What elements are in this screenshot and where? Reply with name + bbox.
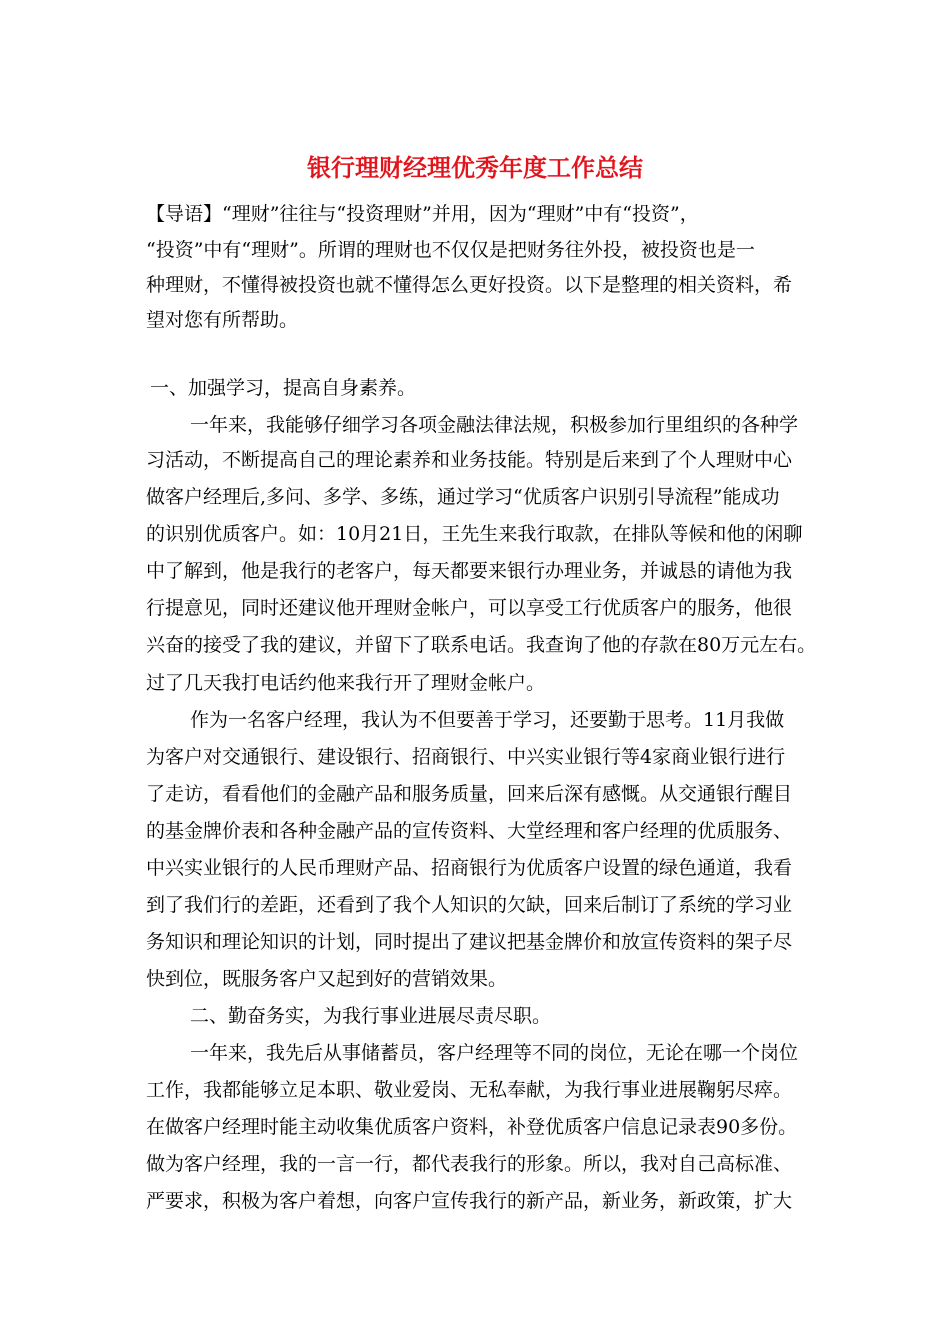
body-line: 在做客户经理时能主动收集优质客户资料，补登优质客户信息记录表90多份。 (146, 1116, 798, 1138)
body-line: 做客户经理后,多问、多学、多练，通过学习“优质客户识别引导流程”能成功 (146, 486, 780, 508)
section-heading-1: 一、加强学习，提高自身素养。 (150, 377, 417, 399)
body-line: 作为一名客户经理，我认为不但要善于学习，还要勤于思考。11月我做 (190, 709, 785, 731)
body-line: 严要求，积极为客户着想，向客户宣传我行的新产品，新业务，新政策，扩大 (146, 1190, 793, 1212)
body-line: 到了我们行的差距，还看到了我个人知识的欠缺，回来后制订了系统的学习业 (146, 894, 793, 916)
intro-line-1: 【导语】“理财”往往与“投资理财”并用，因为“理财”中有“投资”， (146, 203, 699, 225)
intro-line-4: 望对您有所帮助。 (146, 309, 299, 331)
body-line: 了走访，看看他们的金融产品和服务质量，回来后深有感慨。从交通银行醒目 (146, 783, 793, 805)
body-line: 的基金牌价表和各种金融产品的宣传资料、大堂经理和客户经理的优质服务、 (146, 820, 793, 842)
body-line: 中兴实业银行的人民币理财产品、招商银行为优质客户设置的绿色通道，我看 (146, 857, 793, 879)
body-line: 中了解到，他是我行的老客户，每天都要来银行办理业务，并诚恳的请他为我 (146, 560, 793, 582)
body-line: 为客户对交通银行、建设银行、招商银行、中兴实业银行等4家商业银行进行 (146, 746, 786, 768)
body-line: 工作，我都能够立足本职、敬业爱岗、无私奉献，为我行事业进展鞠躬尽瘁。 (146, 1079, 793, 1101)
body-line: 快到位，既服务客户又起到好的营销效果。 (146, 968, 508, 990)
intro-line-3: 种理财，不懂得被投资也就不懂得怎么更好投资。以下是整理的相关资料，希 (146, 274, 793, 296)
section-heading-2: 二、勤奋务实，为我行事业进展尽责尽职。 (190, 1005, 552, 1027)
body-line: 习活动，不断提高自己的理论素养和业务技能。特别是后来到了个人理财中心 (146, 449, 793, 471)
body-line: 做为客户经理，我的一言一行，都代表我行的形象。所以，我对自己高标准、 (146, 1153, 793, 1175)
body-line: 行提意见，同时还建议他开理财金帐户，可以享受工行优质客户的服务，他很 (146, 597, 793, 619)
intro-line-2: “投资”中有“理财”。所谓的理财也不仅仅是把财务往外投，被投资也是一 (146, 239, 755, 261)
body-line: 兴奋的接受了我的建议，并留下了联系电话。我查询了他的存款在80万元左右。 (146, 634, 817, 656)
document-title: 银行理财经理优秀年度工作总结 (307, 153, 643, 182)
body-line: 务知识和理论知识的计划，同时提出了建议把基金牌价和放宣传资料的架子尽 (146, 931, 793, 953)
body-line: 一年来，我先后从事储蓄员，客户经理等不同的岗位，无论在哪一个岗位 (190, 1042, 799, 1064)
body-line: 的识别优质客户。如：10月21日，王先生来我行取款，在排队等候和他的闲聊 (146, 523, 803, 545)
body-line: 一年来，我能够仔细学习各项金融法律法规，积极参加行里组织的各种学 (190, 414, 799, 436)
body-line: 过了几天我打电话约他来我行开了理财金帐户。 (146, 672, 546, 694)
